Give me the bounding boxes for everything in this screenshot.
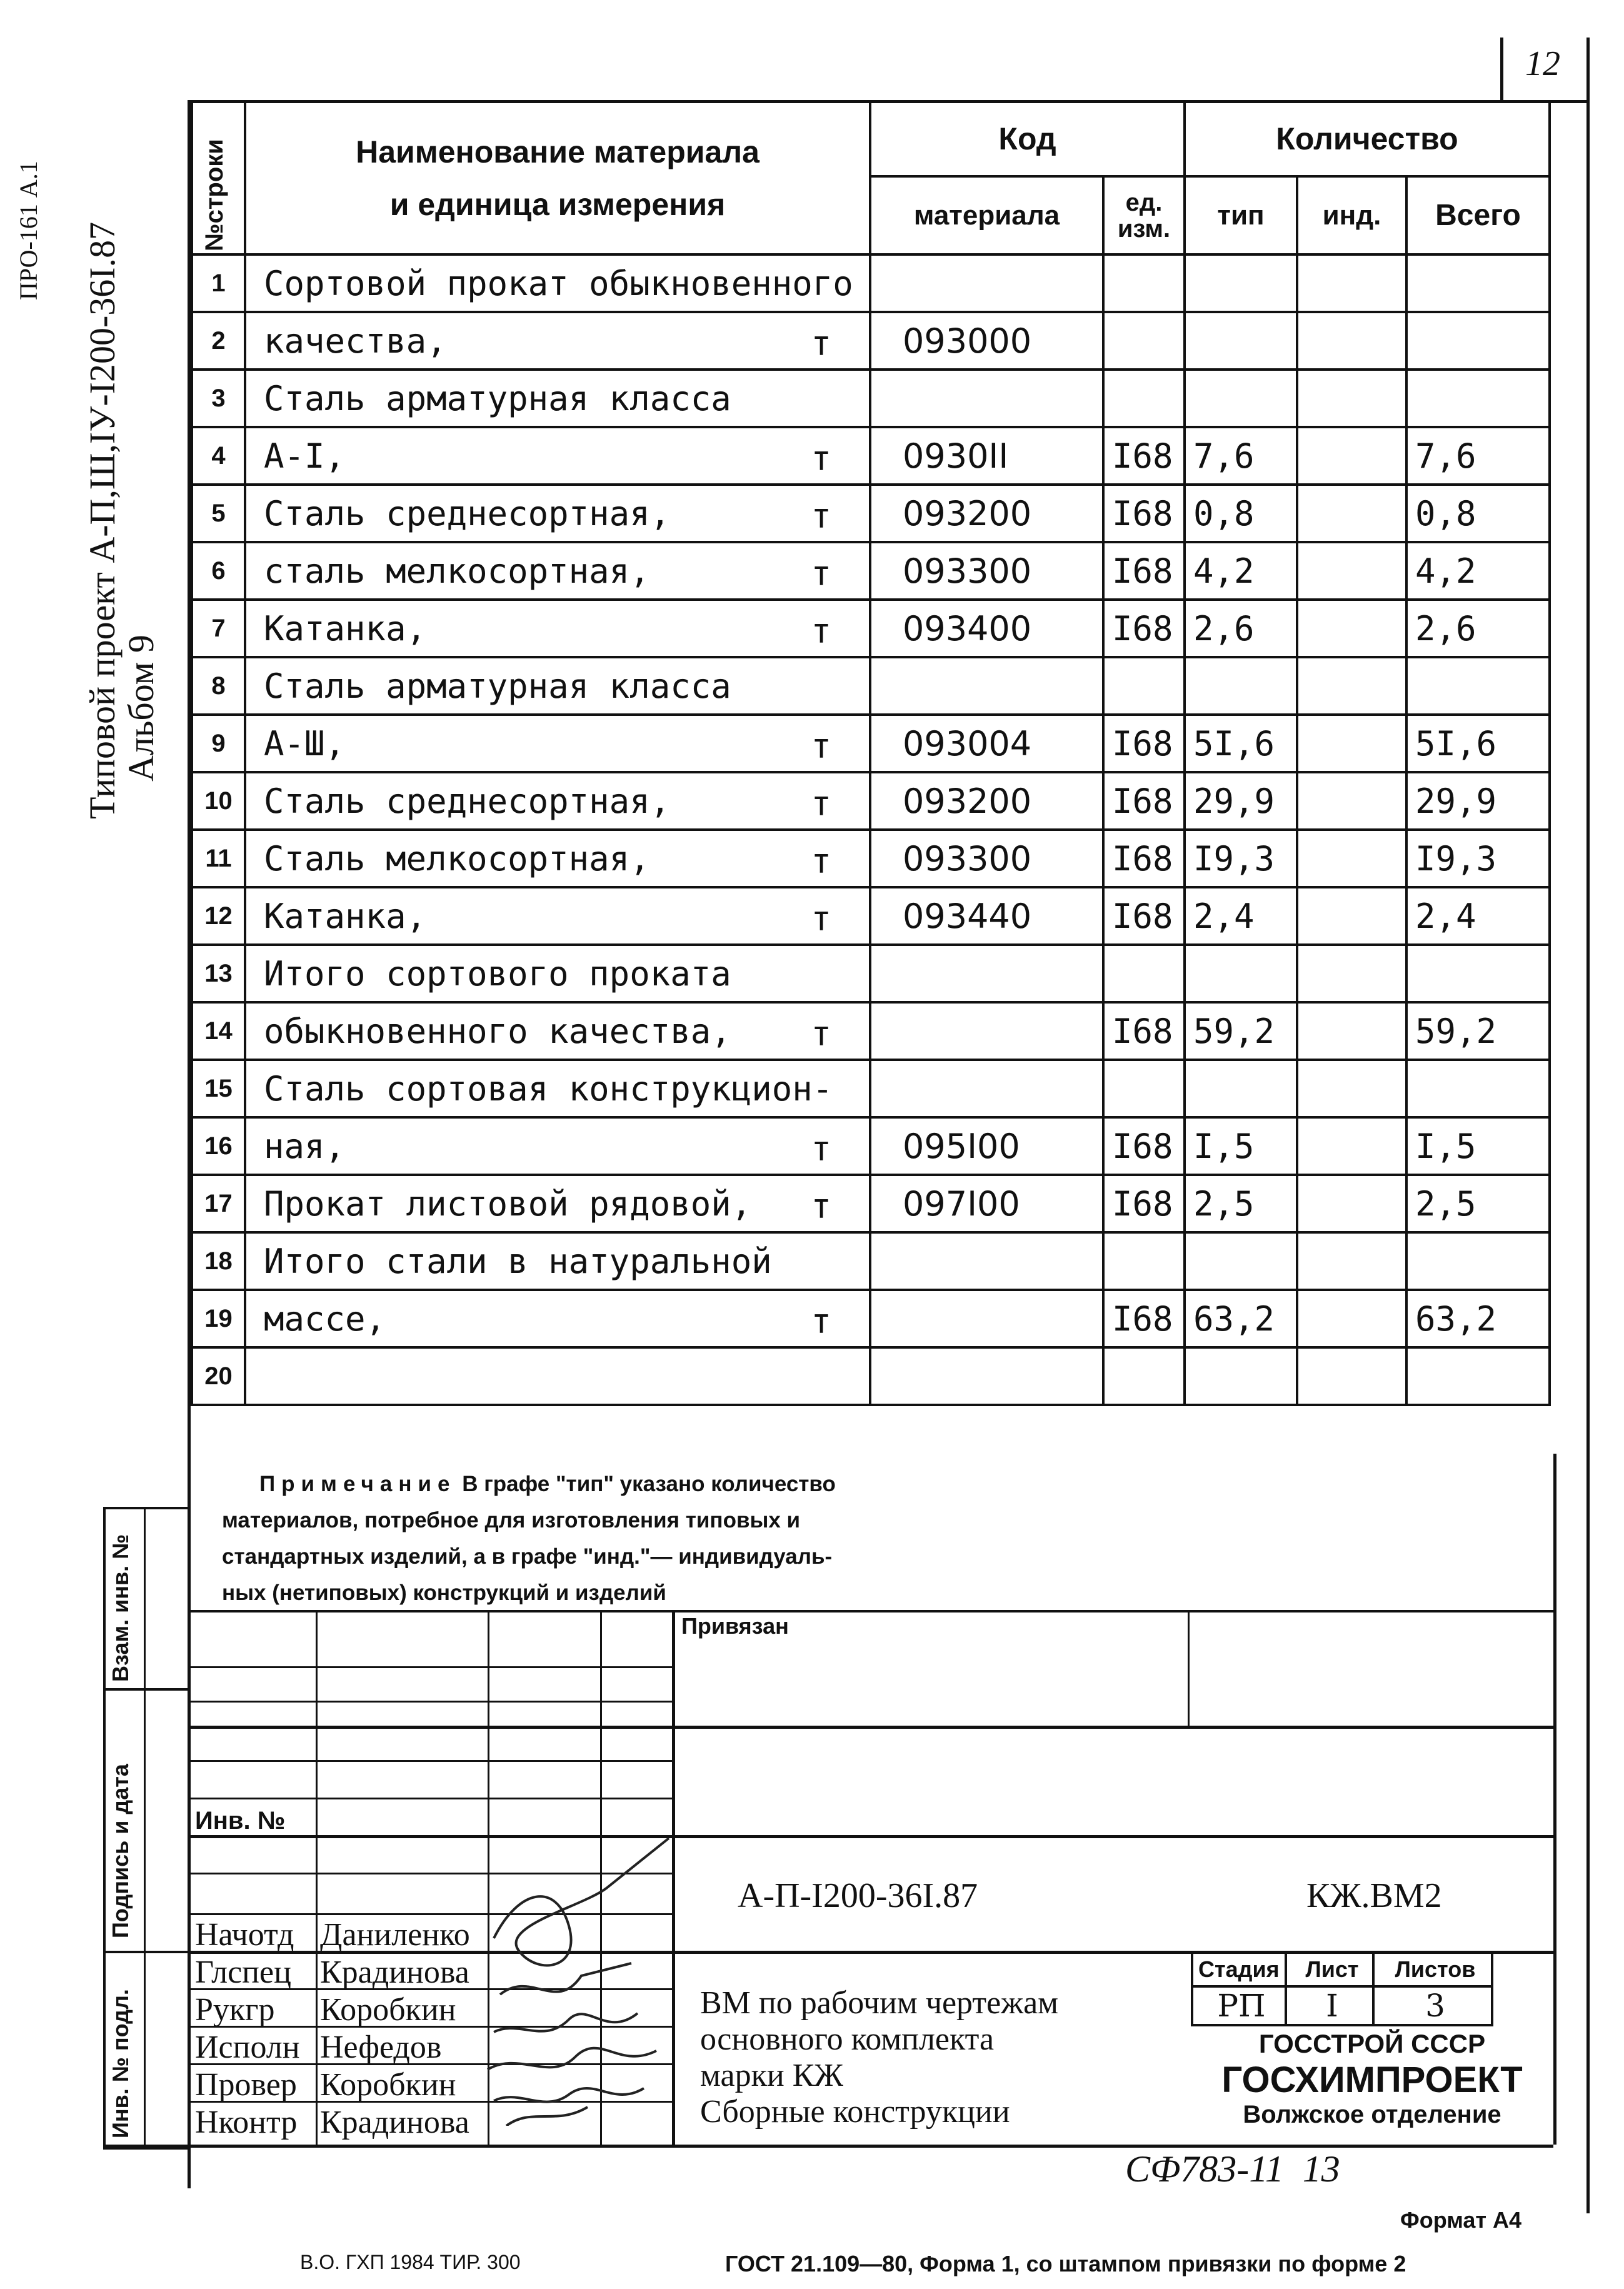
material-name-text: Сталь среднесортная, [264,781,671,821]
material-name [245,370,870,427]
qty-ind [1297,887,1406,945]
material-unit: т [811,1187,831,1226]
row-number: 9 [192,715,245,772]
qty-total [1406,1347,1550,1405]
unit-code [1103,312,1185,370]
qty-ind [1297,1002,1406,1060]
qty-total [1406,1060,1550,1117]
qty-total: 4,2 [1406,542,1550,600]
stamp-h3 [191,1726,1553,1729]
unit-code: I68 [1103,887,1185,945]
material-code: 0930II [870,427,1103,485]
sheet-corner-number: 12 [1525,44,1560,83]
unit-code: I68 [1103,830,1185,887]
qty-typ: 7,6 [1185,427,1297,485]
qty-typ [1185,657,1297,715]
side-stamp-sep1 [103,1688,188,1691]
row-number: 8 [192,657,245,715]
table-row [192,1060,1550,1117]
materials-table [191,100,1551,1406]
header-code: Код [870,101,1185,176]
qty-ind [1297,427,1406,485]
material-unit: т [811,727,831,766]
stamp-h6 [191,1835,1553,1838]
material-code [870,1002,1103,1060]
stamp-right [1553,1454,1556,2145]
qty-ind [1297,370,1406,427]
qty-total: 29,9 [1406,772,1550,830]
qty-typ [1185,1232,1297,1290]
material-name-text: Сортовой прокат обыкновенного [264,263,853,303]
unit-code [1103,1060,1185,1117]
material-name [245,254,870,312]
qty-total [1406,312,1550,370]
row-number: 1 [192,254,245,312]
material-name [245,830,870,887]
qty-typ: 2,5 [1185,1175,1297,1232]
side-text-album: Альбом 9 [121,635,161,782]
row-number: 3 [192,370,245,427]
qty-total: I9,3 [1406,830,1550,887]
material-name [245,485,870,542]
side-text-code: ПРО-161 А.1 [14,161,43,300]
stamp-v-priv [1188,1610,1190,1726]
qty-total [1406,657,1550,715]
signatures [481,1813,688,2126]
material-name [245,657,870,715]
material-name [245,945,870,1002]
stamp-h2 [191,1701,672,1703]
header-row-no: №строки [192,101,245,254]
material-name [245,1290,870,1347]
people-row: Глспец Крадинова [195,1954,469,1990]
handwritten-code: СФ783-11 13 [1125,2148,1340,2190]
qty-ind [1297,1347,1406,1405]
material-name-text: Катанка, [264,608,427,648]
material-code: 093300 [870,542,1103,600]
material-name-text: Итого стали в натуральной [264,1241,772,1281]
qty-ind [1297,830,1406,887]
qty-ind [1297,1290,1406,1347]
qty-typ: 2,6 [1185,600,1297,657]
material-code: 093004 [870,715,1103,772]
qty-ind [1297,772,1406,830]
table-row [192,312,1550,370]
material-code [870,945,1103,1002]
material-name-text: массе, [264,1299,386,1339]
org-institute: ГОСХИМПРОЕКТ [1221,2060,1523,2100]
material-name-text: ная, [264,1126,346,1166]
qty-total: 0,8 [1406,485,1550,542]
qty-ind [1297,1060,1406,1117]
material-code: 093440 [870,887,1103,945]
material-unit: т [811,1014,831,1054]
material-code [870,1347,1103,1405]
table-row [192,945,1550,1002]
table-row [192,830,1550,887]
sheets-value: 3 [1373,1986,1492,2025]
side-stamp-col [144,1507,146,2145]
unit-code: I68 [1103,485,1185,542]
privyazan-label: Привязан [681,1613,789,1639]
row-number: 14 [192,1002,245,1060]
table-row [192,485,1550,542]
side-label-vzam: Взам. инв. № [108,1534,133,1682]
qty-typ: I,5 [1185,1117,1297,1175]
material-name-text: Прокат листовой рядовой, [264,1184,752,1224]
table-row [192,1232,1550,1290]
sheet-label: Лист [1286,1952,1373,1986]
material-code [870,1060,1103,1117]
unit-code [1103,657,1185,715]
people-row: Нконтр Крадинова [195,2105,469,2140]
header-quantity: Количество [1185,101,1550,176]
material-name [245,715,870,772]
unit-code [1103,1232,1185,1290]
qty-total: 2,6 [1406,600,1550,657]
material-name [245,887,870,945]
table-row [192,254,1550,312]
unit-code: I68 [1103,427,1185,485]
row-number: 2 [192,312,245,370]
people-list [195,1916,470,2141]
qty-typ: 29,9 [1185,772,1297,830]
qty-ind [1297,312,1406,370]
header-material: материала [870,176,1103,254]
table-row [192,370,1550,427]
material-code: 097I00 [870,1175,1103,1232]
material-code: 093200 [870,485,1103,542]
footer-left: В.О. ГХП 1984 ТИР. 300 [300,2251,521,2273]
unit-code [1103,945,1185,1002]
qty-ind [1297,1117,1406,1175]
org-department: Волжское отделение [1243,2101,1501,2128]
people-row: Начотд Даниленко [195,1917,470,1953]
material-unit: т [811,439,831,478]
unit-code: I68 [1103,1290,1185,1347]
material-name [245,1060,870,1117]
qty-ind [1297,1175,1406,1232]
material-name [245,1232,870,1290]
header-name: Наименование материала и единица измерения [245,101,870,254]
material-name [245,600,870,657]
material-unit: т [811,611,831,651]
row-number: 12 [192,887,245,945]
material-code [870,370,1103,427]
unit-code [1103,254,1185,312]
note-line3: стандартных изделий, а в графе "инд."— индивидуаль- [222,1544,833,1569]
header-total: Всего [1406,176,1550,254]
qty-typ [1185,1347,1297,1405]
doc-code: А-П-I200-36I.87 [738,1876,978,1915]
qty-total: 63,2 [1406,1290,1550,1347]
row-number: 19 [192,1290,245,1347]
material-name [245,1002,870,1060]
unit-code: I68 [1103,1175,1185,1232]
material-name-text: сталь мелкосортная, [264,551,650,591]
table-row [192,715,1550,772]
people-row: Рукгр Коробкин [195,1992,456,2028]
note-line1: В графе "тип" указано количество [462,1472,836,1496]
table-row [192,600,1550,657]
frame-right [1586,38,1590,2213]
qty-typ [1185,370,1297,427]
material-code: 093000 [870,312,1103,370]
note-line2: материалов, потребное для изготовления типовых и [222,1508,801,1532]
qty-typ: 0,8 [1185,485,1297,542]
qty-total [1406,945,1550,1002]
qty-total: 5I,6 [1406,715,1550,772]
side-stamp-sep2 [103,1951,188,1953]
material-name [245,772,870,830]
table-row [192,887,1550,945]
row-number: 10 [192,772,245,830]
qty-ind [1297,485,1406,542]
row-number: 13 [192,945,245,1002]
unit-code: I68 [1103,1002,1185,1060]
row-number: 5 [192,485,245,542]
qty-typ: 59,2 [1185,1002,1297,1060]
material-name-text: Сталь арматурная класса [264,378,731,418]
material-unit: т [811,1302,831,1341]
row-number: 6 [192,542,245,600]
row-number: 7 [192,600,245,657]
doc-mark: КЖ.ВМ2 [1306,1876,1442,1915]
table-row [192,1347,1550,1405]
org-block [1197,2029,1547,2129]
material-name [245,542,870,600]
sheets-label: Листов [1373,1952,1492,1986]
qty-total [1406,254,1550,312]
sheet-value: I [1286,1986,1373,2025]
row-number: 4 [192,427,245,485]
material-name-text: Сталь среднесортная, [264,493,671,533]
qty-ind [1297,542,1406,600]
material-name-text: А-I, [264,436,346,476]
material-code: 093400 [870,600,1103,657]
material-unit: т [811,899,831,938]
row-number: 18 [192,1232,245,1290]
qty-ind [1297,254,1406,312]
stage-label: Стадия [1192,1952,1286,1986]
qty-typ [1185,254,1297,312]
qty-total [1406,370,1550,427]
material-name-text: Итого сортового проката [264,953,731,994]
material-code: 095I00 [870,1117,1103,1175]
table-row [192,657,1550,715]
unit-code: I68 [1103,542,1185,600]
material-name [245,312,870,370]
qty-typ: 4,2 [1185,542,1297,600]
material-code [870,657,1103,715]
qty-total: I,5 [1406,1117,1550,1175]
header-typ: тип [1185,176,1297,254]
material-code: 093200 [870,772,1103,830]
row-number: 16 [192,1117,245,1175]
format-label: Формат А4 [1400,2207,1522,2233]
table-row [192,1175,1550,1232]
material-code [870,1232,1103,1290]
qty-typ [1185,945,1297,1002]
row-number: 17 [192,1175,245,1232]
material-name-text: Сталь арматурная класса [264,666,731,706]
unit-code [1103,1347,1185,1405]
header-ind: инд. [1297,176,1406,254]
qty-ind [1297,1232,1406,1290]
unit-code: I68 [1103,600,1185,657]
qty-ind [1297,600,1406,657]
qty-typ: 2,4 [1185,887,1297,945]
unit-code: I68 [1103,772,1185,830]
unit-code [1103,370,1185,427]
qty-typ: 63,2 [1185,1290,1297,1347]
unit-code: I68 [1103,1117,1185,1175]
stage-table [1191,1951,1493,2026]
people-row: Провер Коробкин [195,2067,456,2103]
side-label-inv-podl: Инв. № подл. [108,1989,133,2138]
material-name [245,1175,870,1232]
material-name-text: Сталь мелкосортная, [264,838,650,878]
material-code: 093300 [870,830,1103,887]
qty-typ [1185,1060,1297,1117]
material-code [870,254,1103,312]
material-unit: т [811,784,831,823]
material-unit: т [811,1129,831,1169]
qty-typ: 5I,6 [1185,715,1297,772]
qty-ind [1297,657,1406,715]
material-unit: т [811,842,831,881]
material-name-text: Сталь сортовая конструкцион- [264,1069,833,1109]
qty-ind [1297,715,1406,772]
qty-typ: I9,3 [1185,830,1297,887]
org-ministry: ГОССТРОЙ СССР [1258,2029,1486,2058]
header-unit: ед. изм. [1103,176,1185,254]
qty-ind [1297,945,1406,1002]
inv-no-label: Инв. № [195,1807,286,1834]
table-row [192,542,1550,600]
row-number: 20 [192,1347,245,1405]
note-line4: ных (нетиповых) конструкций и изделий [222,1581,666,1605]
table-row [192,1290,1550,1347]
material-name-text: качества, [264,321,447,361]
note-title: Примечание [259,1472,456,1496]
stage-value: РП [1192,1986,1286,2025]
material-name [245,1347,870,1405]
material-name-text: обыкновенного качества, [264,1011,731,1051]
table-row [192,1002,1550,1060]
table-row [192,772,1550,830]
doc-title: ВМ по рабочим чертежам основного комплекта марки КЖ Сборные конструкции [700,1985,1059,2130]
qty-total [1406,1232,1550,1290]
unit-code: I68 [1103,715,1185,772]
material-name [245,1117,870,1175]
side-text-project: Типовой проект А-П,Ш,IУ-I200-36I.87 [82,221,123,819]
material-unit: т [811,554,831,593]
qty-typ [1185,312,1297,370]
row-number: 11 [192,830,245,887]
side-label-podpis: Подпись и дата [108,1764,133,1938]
material-unit: т [811,496,831,536]
qty-total: 2,5 [1406,1175,1550,1232]
table-row [192,1117,1550,1175]
material-name [245,427,870,485]
note-text [222,1466,836,1611]
material-name-text: Катанка, [264,896,427,936]
material-unit: т [811,324,831,363]
stamp-h1 [191,1666,672,1668]
qty-total: 59,2 [1406,1002,1550,1060]
stamp-h5 [191,1798,672,1799]
row-number: 15 [192,1060,245,1117]
material-name-text: А-Ш, [264,723,346,763]
people-row: Исполн Нефедов [195,2030,442,2065]
table-row [192,427,1550,485]
stamp-h4 [191,1760,672,1762]
footer-right: ГОСТ 21.109—80, Форма 1, со штампом привязки по форме 2 [725,2251,1406,2276]
qty-total: 2,4 [1406,887,1550,945]
material-code [870,1290,1103,1347]
qty-total: 7,6 [1406,427,1550,485]
